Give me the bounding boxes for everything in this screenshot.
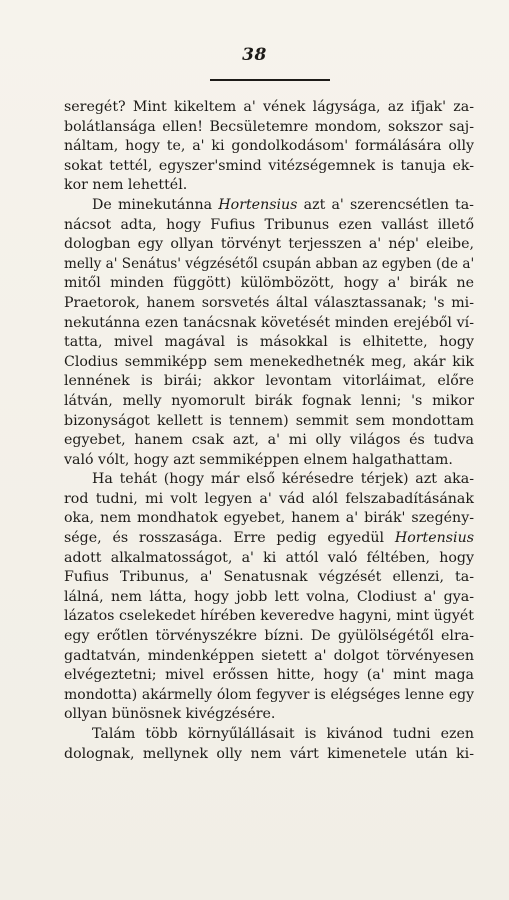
- text-line: elvégeztetni; mivel erőssen hitte, hogy (a' mint maga: [64, 667, 474, 684]
- text-line: kor nem lehettél.: [64, 177, 188, 194]
- text-line: nekutánna ezen tanácsnak követését minden erejéből ví-: [64, 314, 474, 331]
- text-line: egyebet, hanem csak azt, a' mi olly világos és tudva: [64, 432, 474, 449]
- text-line: Fufius Tribunus, a' Senatusnak végzését ellenzi, ta-: [64, 569, 474, 586]
- page-number: 38: [242, 45, 267, 65]
- text-line: lázatos cselekedet hírében keveredve hagyni, mint ügyét: [64, 608, 474, 625]
- text-line: mitől minden függött) külömbözött, hogy a' birák ne: [64, 275, 474, 292]
- text-line: Talám több környűlállásait is kivánod tudni ezen: [92, 726, 474, 742]
- text-line: Praetorok, hanem sorsvetés által választassanak; 's mi-: [64, 294, 474, 311]
- text-line: mondotta) akármelly ólom fegyver is elégséges lenne egy: [64, 686, 474, 703]
- text-line: adott alkalmatosságot, a' ki attól való féltében, hogy: [64, 549, 474, 566]
- text-line: Clodius semmiképp sem menekedhetnék meg, akár kik: [64, 353, 474, 370]
- text-line: náltam, hogy te, a' ki gondolkodásom' formálására olly: [64, 138, 474, 155]
- text-line: De minekutánna Hortensius azt a' szerencsétlen ta-: [92, 196, 474, 213]
- text-line: egy erőtlen törvényszékre bízni. De gyülölségétől elra-: [64, 628, 474, 645]
- text-line: oka, nem mondhatok egyebet, hanem a' birák' szegény-: [64, 510, 474, 527]
- text-line: sokat tettél, egyszer'smind vitézségemnek is tanuja ek-: [64, 157, 474, 174]
- text-line: sége, és rosszasága. Erre pedig egyedül Hortensius: [64, 530, 474, 547]
- body-text: [64, 98, 474, 764]
- text-line: Ha tehát (hogy már első kérésedre térjek) azt akа-: [92, 471, 474, 488]
- text-line: nácsot adta, hogy Fufius Tribunus ezen vallást illető: [64, 216, 474, 233]
- text-line: lennének is birái; akkor levontam vitorláimat, előre: [64, 373, 474, 390]
- header-rule: [210, 79, 330, 81]
- text-line: dolognak, mellynek olly nem várt kimenetele után ki-: [64, 745, 474, 762]
- text-line: rod tudni, mi volt legyen a' vád alól felszabadításának: [64, 490, 474, 507]
- text-line: dologban egy ollyan törvényt terjesszen a' nép' eleibe,: [64, 236, 474, 253]
- text-line: gadtatván, mindenképpen sietett a' dolgot törvényesen: [64, 647, 474, 664]
- text-line: ollyan bünösnek kivégzésére.: [64, 706, 276, 723]
- text-line: bolátlansága ellen! Becsületemre mondom, sokszor saj-: [64, 118, 474, 135]
- italic-name: Hortensius: [218, 196, 298, 213]
- italic-name: Hortensius: [394, 530, 474, 547]
- text-line: seregét? Mint kikeltem a' vének lágysága, az ifjak' za-: [64, 99, 474, 115]
- text-line: bizonyságot kellett is tennem) semmit sem mondottam: [64, 412, 474, 429]
- text-line: való vólt, hogy azt semmiképpen elnem halgathattam.: [64, 451, 453, 468]
- text-line: lálná, nem látta, hogy jobb lett volna, Clodiust a' gya-: [64, 588, 474, 605]
- text-line: melly a' Senátus' végzésétől csupán abban az egyben (de a': [64, 255, 475, 272]
- text-line: tatta, mivel magával is másokkal is elhitette, hogy: [64, 334, 474, 351]
- text-line: látván, melly nyomorult birák fognak lenni; 's mikor: [64, 392, 474, 409]
